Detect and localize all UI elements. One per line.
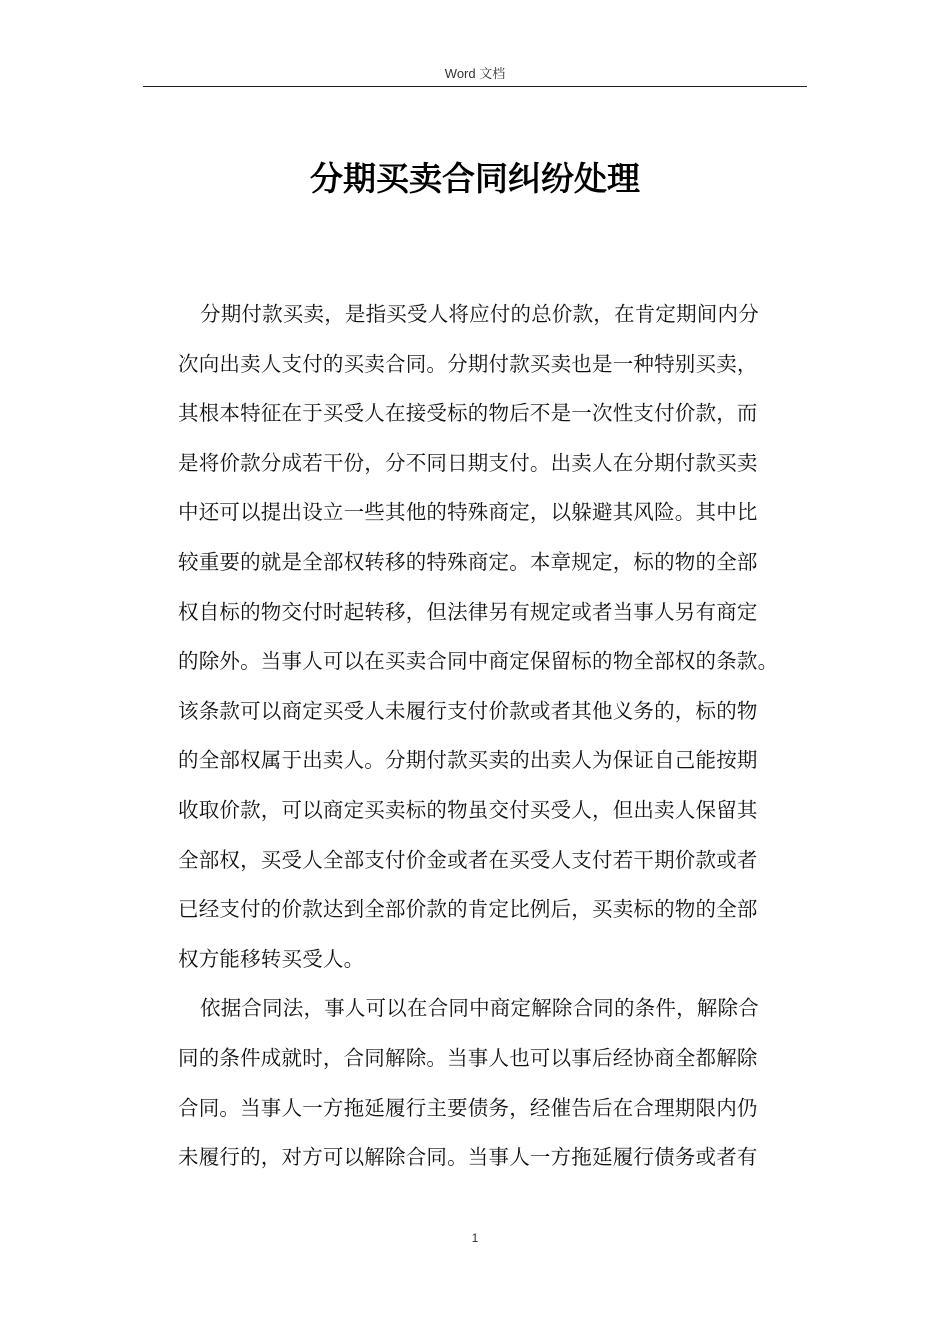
paragraph-line: 次向出卖人支付的买卖合同。分期付款买卖也是一种特别买卖， [178,351,758,376]
paragraph-line: 依据合同法，事人可以在合同中商定解除合同的条件，解除合 [200,996,759,1021]
page-number: 1 [471,1231,479,1245]
paragraph-line: 未履行的，对方可以解除合同。当事人一方拖延履行债务或者有 [178,1145,758,1170]
paragraph-line: 权自标的物交付时起转移，但法律另有规定或者当事人另有商定 [178,599,758,624]
paragraph-line: 收取价款，可以商定买卖标的物虽交付买受人，但出卖人保留其 [178,797,758,822]
paragraph-line: 的全部权属于出卖人。分期付款买卖的出卖人为保证自己能按期 [178,748,758,773]
paragraph-line: 中还可以提出设立一些其他的特殊商定，以躲避其风险。其中比 [178,500,758,525]
paragraph-line: 全部权，买受人全部支付价金或者在买受人支付若干期价款或者 [178,847,758,872]
paragraph-line: 的除外。当事人可以在买卖合同中商定保留标的物全部权的条款。 [178,649,779,674]
paragraph-line: 该条款可以商定买受人未履行支付价款或者其他义务的，标的物 [178,698,758,723]
header-divider [143,86,807,87]
paragraph-line: 已经支付的价款达到全部价款的肯定比例后，买卖标的物的全部 [178,897,758,922]
document-title: 分期买卖合同纠纷处理 [310,159,640,198]
page-header: Word 文档 [444,66,506,81]
paragraph-1 [178,290,802,984]
paragraph-line: 权方能移转买受人。 [178,946,365,971]
paragraph-line: 合同。当事人一方拖延履行主要债务，经催告后在合理期限内仍 [178,1095,758,1120]
paragraph-line: 较重要的就是全部权转移的特殊商定。本章规定，标的物的全部 [178,549,758,574]
paragraph-line: 同的条件成就时，合同解除。当事人也可以事后经协商全都解除 [178,1045,758,1070]
paragraph-line: 分期付款买卖，是指买受人将应付的总价款，在肯定期间内分 [200,302,759,326]
paragraph-2 [178,984,802,1182]
paragraph-line: 是将价款分成若干份，分不同日期支付。出卖人在分期付款买卖 [178,450,758,475]
paragraph-line: 其根本特征在于买受人在接受标的物后不是一次性支付价款，而 [178,401,758,426]
document-body [178,290,802,1183]
